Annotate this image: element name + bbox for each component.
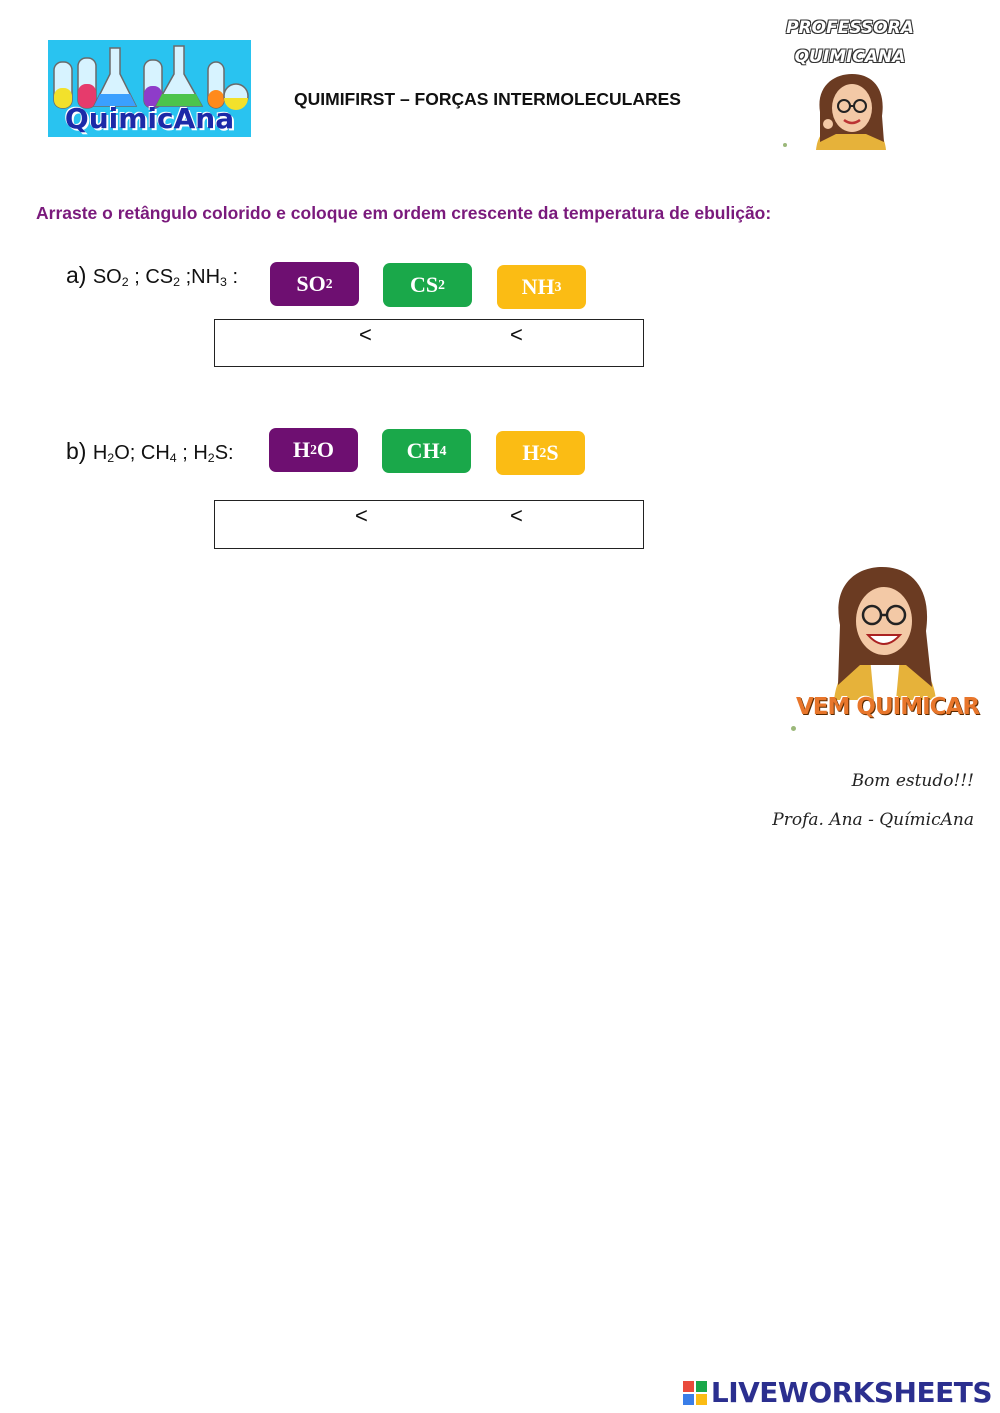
liveworksheets-brand[interactable] [683, 1376, 992, 1409]
less-than-sign: < [359, 322, 372, 347]
less-than-sign: < [355, 503, 368, 528]
liveworksheets-logo-icon [683, 1381, 707, 1405]
decor-dot [783, 143, 787, 147]
professor-label-line2: QUIMICANA [794, 47, 906, 67]
logo-wordmark: QuimicAna [64, 102, 235, 135]
quimicana-logo [48, 40, 251, 137]
chip-nh3[interactable]: NH 3 [497, 265, 586, 309]
question-a-label: a) $SO_2$ ; $CS_2$ $;NH_3$ : [66, 262, 239, 289]
decor-dot [791, 726, 796, 731]
professor-label-line1: PROFESSORA [786, 18, 914, 38]
teacher-avatar-waving-icon [820, 565, 950, 700]
instruction-text: Arraste o retângulo colorido e coloque em ordem crescente da temperatura de ebulição: [36, 203, 772, 223]
chip-ch4[interactable]: CH 4 [382, 429, 471, 473]
teacher-avatar-icon [806, 72, 896, 150]
chip-so2[interactable]: SO 2 [270, 262, 359, 306]
chip-h2s[interactable]: H 2 S [496, 431, 585, 475]
page-title: QUIMIFIRST – FORÇAS INTERMOLECULARES [294, 89, 681, 109]
chip-h2o[interactable]: H 2 O [269, 428, 358, 472]
question-b-letter: b) [66, 438, 87, 464]
less-than-sign: < [510, 503, 523, 528]
question-a-letter: a) [66, 262, 87, 288]
liveworksheets-wordmark: LIVEWORKSHEETS [710, 1376, 992, 1409]
closing-line-1: Bom estudo!!! [851, 771, 974, 791]
answer-box-a[interactable] [214, 319, 644, 367]
question-b-label: b) $H_2O$; $CH_4$ ; $H_2S$: [66, 438, 234, 465]
less-than-sign: < [510, 322, 523, 347]
professor-label [778, 14, 922, 72]
closing-line-2: Profa. Ana - QuímicAna [772, 810, 974, 830]
answer-box-b[interactable] [214, 500, 644, 549]
chip-cs2[interactable]: CS 2 [383, 263, 472, 307]
mascot-caption: VEM QUIMICAR [796, 694, 980, 720]
